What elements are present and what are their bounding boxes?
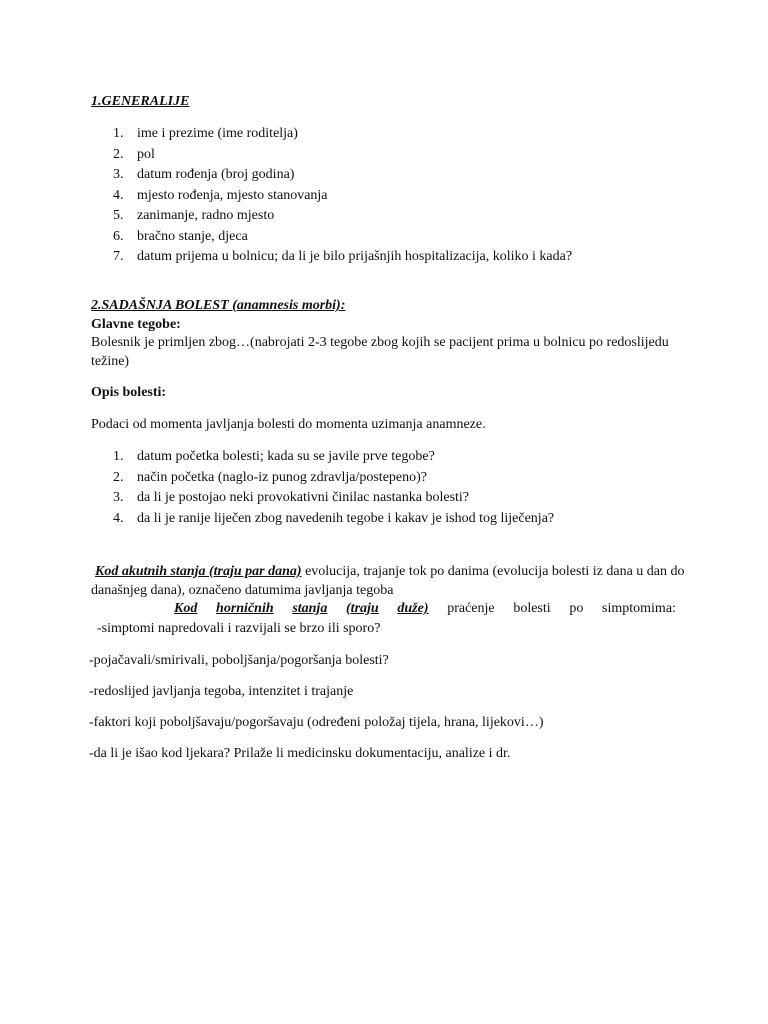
glavne-tegobe-text-line2: težine) <box>91 354 130 369</box>
opis-bolesti-label: Opis bolesti: <box>91 385 167 400</box>
hronicna-text-word: praćenje <box>447 601 495 616</box>
akutna-label: Kod akutnih stanja (traju par dana) <box>95 564 302 579</box>
akutna-paragraph-line1 <box>95 562 685 582</box>
akutna-text: evolucija, trajanje tok po danima (evolucija bolesti iz dana u dan do <box>301 564 685 579</box>
glavne-tegobe-label: Glavne tegobe: <box>91 317 181 332</box>
document-page: 1.GENERALIJE 1. ime i prezime (ime roditelja) 2. pol 3. datum rođenja (broj godina) 4. mjesto rođenja, mjesto stanovanja 5. zanimanje, radno mjesto 6. bračno stanje, djeca 7. datum prijema u bolnicu; da li je bilo prijašnjih hospitalizacija, koliko i kada? 2.SADAŠNJA BOLEST (anamnesis morbi): Glavne tegobe: Bolesnik je primljen zbog…(nabrojati 2-3 tegobe zbog kojih se pacijent prima u bolnicu po redoslijedu težine) Opis bolesti: Podaci od momenta javljanja bolesti do momenta uzimanja anamneze. 1. datum početka bolesti; kada su se javile prve tegobe? 2. način početka (naglo-iz punog zdravlja/postepeno)? 3. da li je postojao neki provokativni činilac nastanka bolesti? 4. da li je ranije liječen zbog navedenih tegobe i kakav je ishod tog liječenja? Kod akutnih stanja (traju par dana) evolucija, trajanje tok po danima (evolucija bolesti iz dana u dan do današnjeg dana), označeno datumima javljanja tegoba Kod horničnih stanja (traju duže) praćenje bolesti po simptomima: -simptomi napredovali i razvijali se brzo ili sporo? -pojačavali/smirivali, poboljšanja/pogoršanja bolesti? -redoslijed javljanja tegoba, intenzitet i trajanje -faktori koji poboljšavaju/pogoršavaju (određeni položaj tijela, hrana, lijekovi…) -da li je išao kod ljekara? Prilaže li medicinsku dokumentaciju, analize i dr. <box>0 0 768 1024</box>
hronicna-paragraph-line2: -simptomi napredovali i razvijali se brzo ili sporo? <box>97 621 381 636</box>
bullet-line: -redoslijed javljanja tegoba, intenzitet i trajanje <box>89 684 354 699</box>
hronicna-label-word: stanja <box>292 601 328 616</box>
glavne-tegobe-text-line1: Bolesnik je primljen zbog…(nabrojati 2-3 tegobe zbog kojih se pacijent prima u bolnicu po redoslijedu <box>91 335 669 350</box>
akutna-paragraph-line2: današnjeg dana), označeno datumima javljanja tegoba <box>91 583 394 598</box>
section2-heading: 2.SADAŠNJA BOLEST (anamnesis morbi): <box>91 298 346 313</box>
bullet-line: -pojačavali/smirivali, poboljšanja/pogoršanja bolesti? <box>89 653 389 668</box>
hronicna-text-word: simptomima: <box>602 601 676 616</box>
hronicna-label-word: horničnih <box>216 601 274 616</box>
opis-bolesti-text: Podaci od momenta javljanja bolesti do momenta uzimanja anamneze. <box>91 417 486 432</box>
hronicna-label-word: duže) <box>397 601 429 616</box>
bullet-line: -da li je išao kod ljekara? Prilaže li medicinsku dokumentaciju, analize i dr. <box>89 746 511 761</box>
section1-heading: 1.GENERALIJE <box>91 94 190 109</box>
hronicna-text-word: bolesti <box>513 601 551 616</box>
hronicna-text-word: po <box>569 601 584 616</box>
hronicna-paragraph-line1 <box>174 599 676 619</box>
bullet-line: -faktori koji poboljšavaju/pogoršavaju (određeni položaj tijela, hrana, lijekovi…) <box>89 715 544 730</box>
hronicna-label-word: (traju <box>346 601 379 616</box>
hronicna-label-word: Kod <box>174 601 198 616</box>
